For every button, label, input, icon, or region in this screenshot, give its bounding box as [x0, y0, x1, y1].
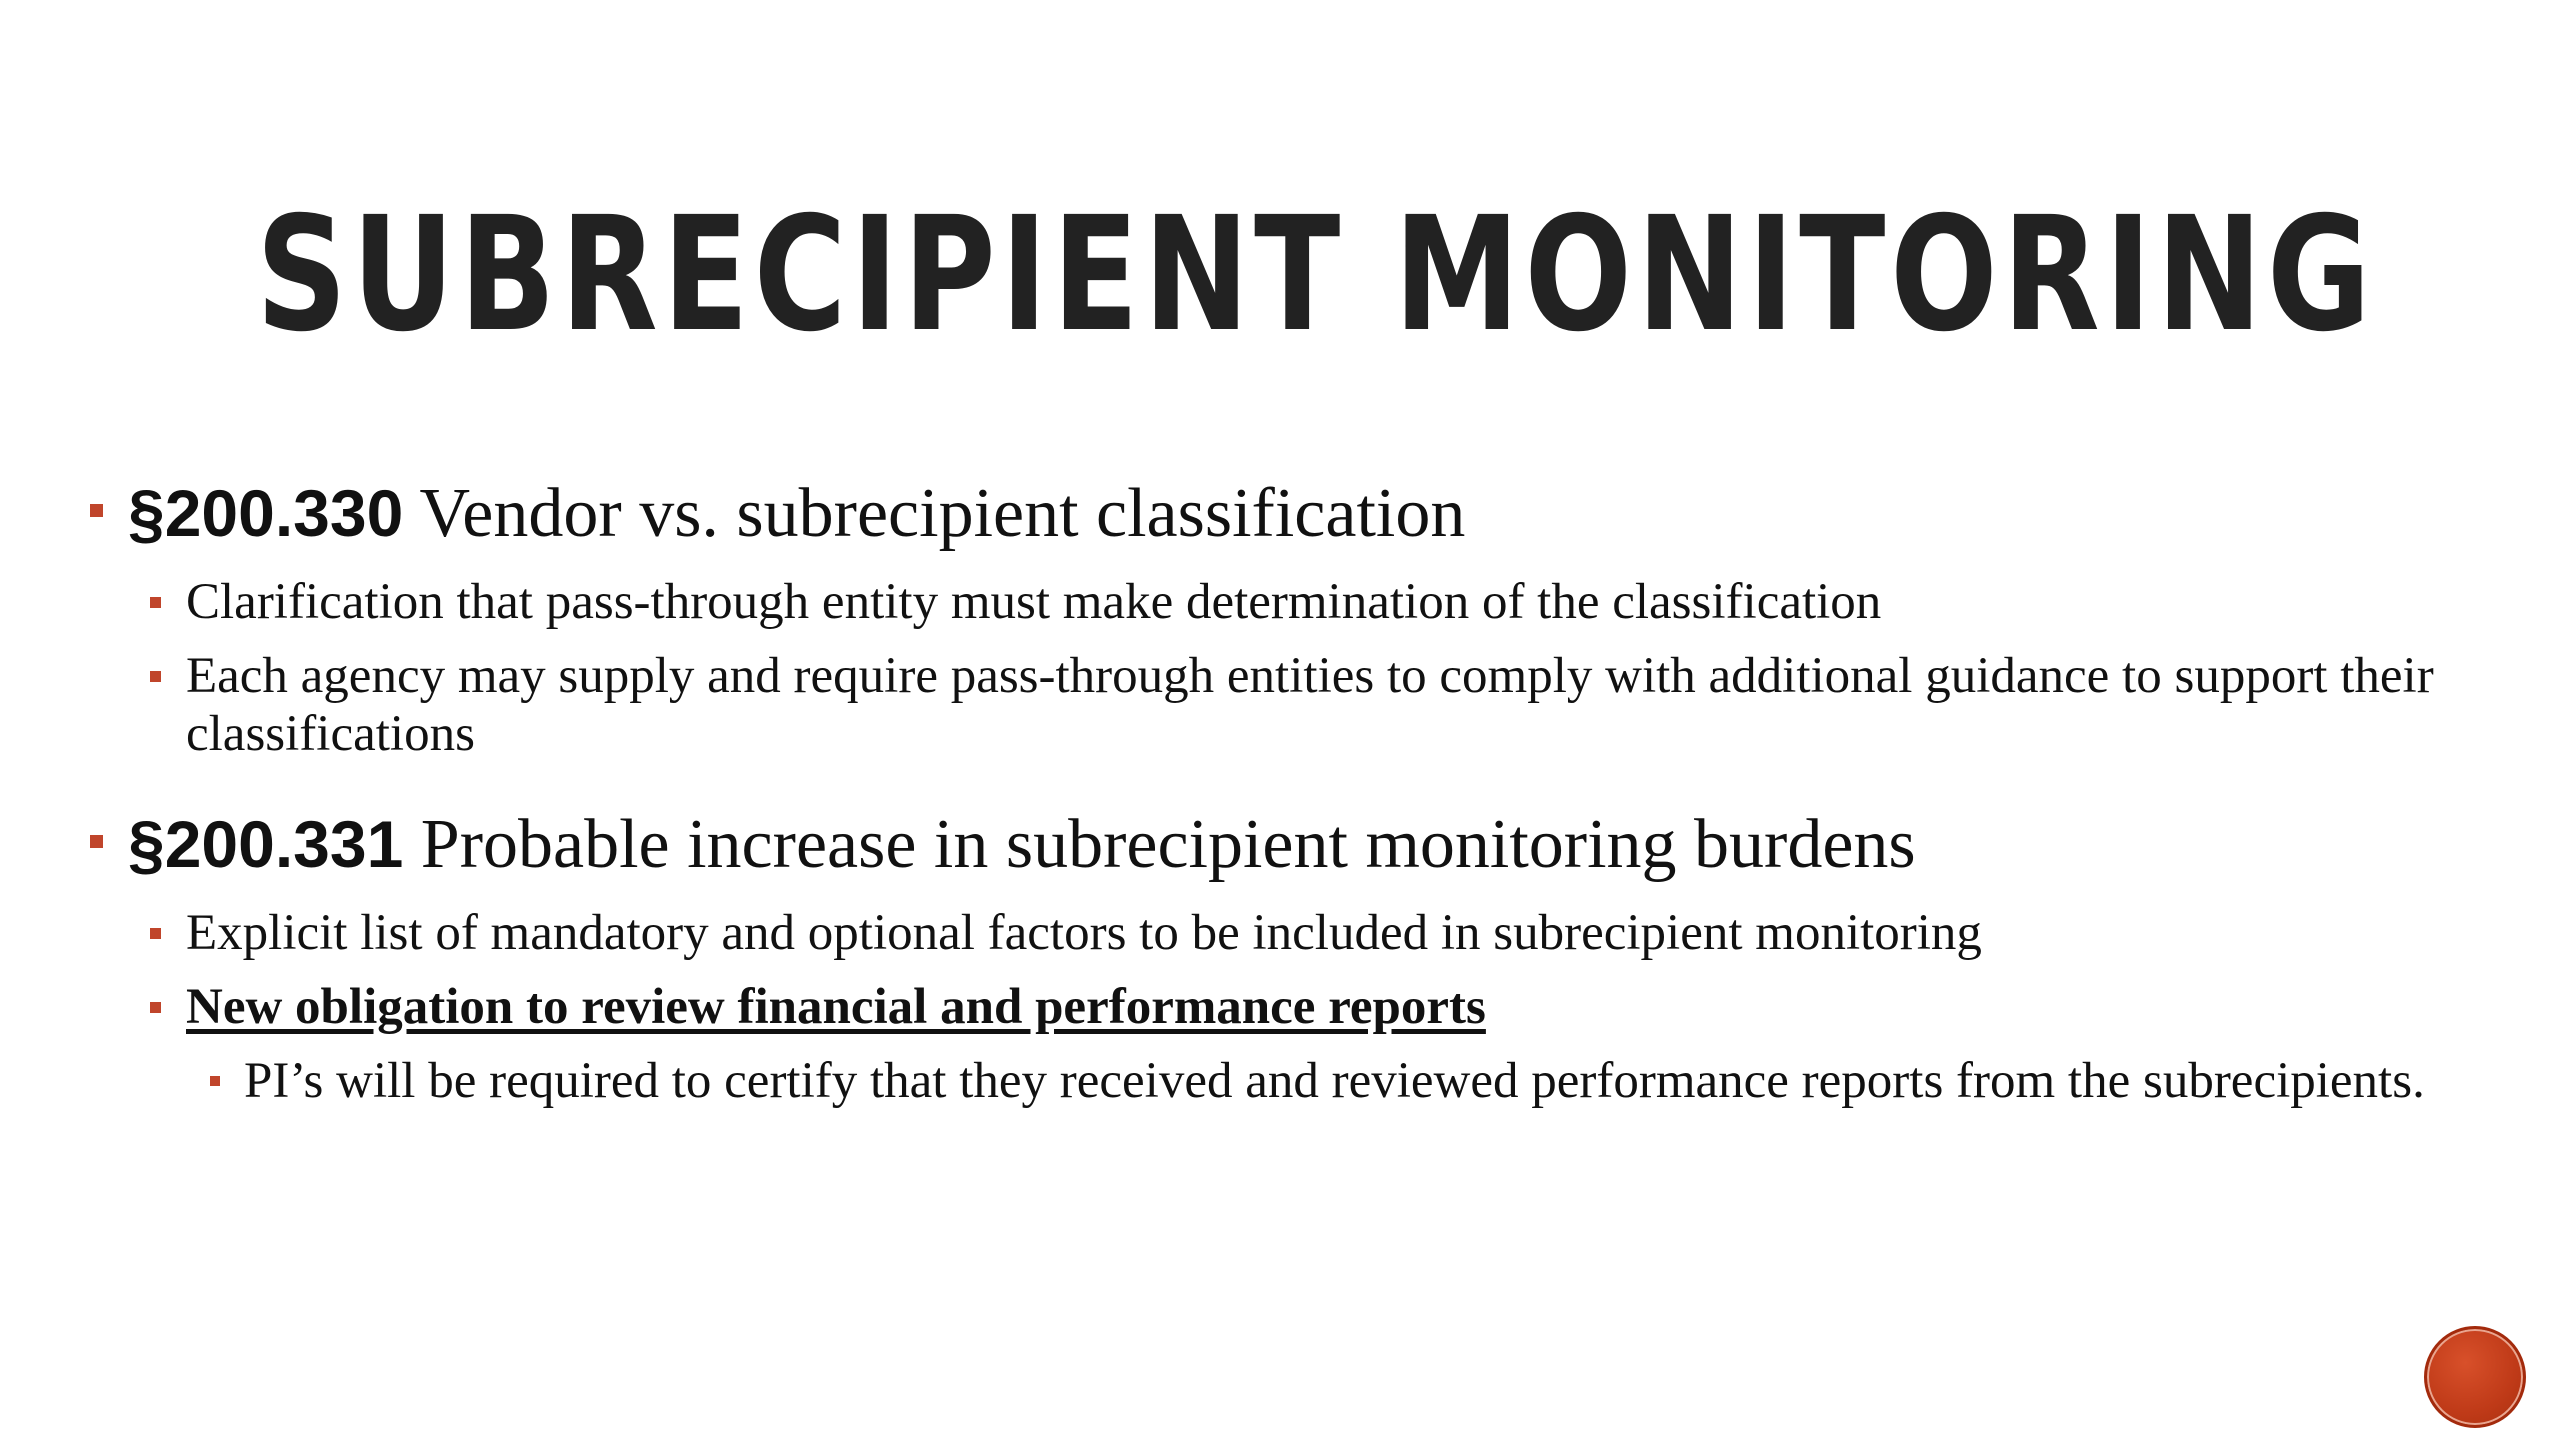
bullet-level2-agency-guidance: [186, 647, 2470, 763]
bullet-text: Each agency may supply and require pass-through entities to comply with additional guidance to support their classifications: [186, 648, 2434, 762]
bullet-level1-200-330: [90, 470, 2470, 557]
bullet-text: Probable increase in subrecipient monitoring burdens: [403, 806, 1916, 883]
square-bullet-icon: [150, 928, 161, 939]
square-bullet-icon: [150, 597, 161, 608]
bullet-level3-pi-certify: [244, 1052, 2470, 1110]
bullet-text-emphasized: New obligation to review financial and performance reports: [186, 979, 1486, 1035]
bullet-level2-new-obligation: [186, 978, 2470, 1036]
bullet-level2-classification-determination: [186, 573, 2470, 631]
bullet-text: Clarification that pass-through entity must make determination of the classification: [186, 574, 1882, 630]
section-code: §200.331: [128, 807, 404, 881]
section-code: §200.330: [128, 476, 404, 550]
square-bullet-icon: [90, 504, 103, 517]
bullet-text: PI’s will be required to certify that they received and reviewed performance reports from the subrecipients.: [244, 1053, 2425, 1109]
square-bullet-icon: [90, 835, 103, 848]
slide-corner-circle-icon: [2424, 1326, 2526, 1428]
slide-title: SUBRECIPIENT MONITORING: [256, 183, 2376, 367]
bullet-level1-200-331: [90, 801, 2470, 888]
square-bullet-icon: [150, 1002, 161, 1013]
square-bullet-icon: [210, 1076, 220, 1086]
bullet-level2-explicit-list: [186, 904, 2470, 962]
slide-content: [90, 470, 2470, 1110]
bullet-text: Vendor vs. subrecipient classification: [403, 475, 1466, 552]
bullet-text: Explicit list of mandatory and optional factors to be included in subrecipient monitoring: [186, 905, 1982, 961]
square-bullet-icon: [150, 671, 161, 682]
